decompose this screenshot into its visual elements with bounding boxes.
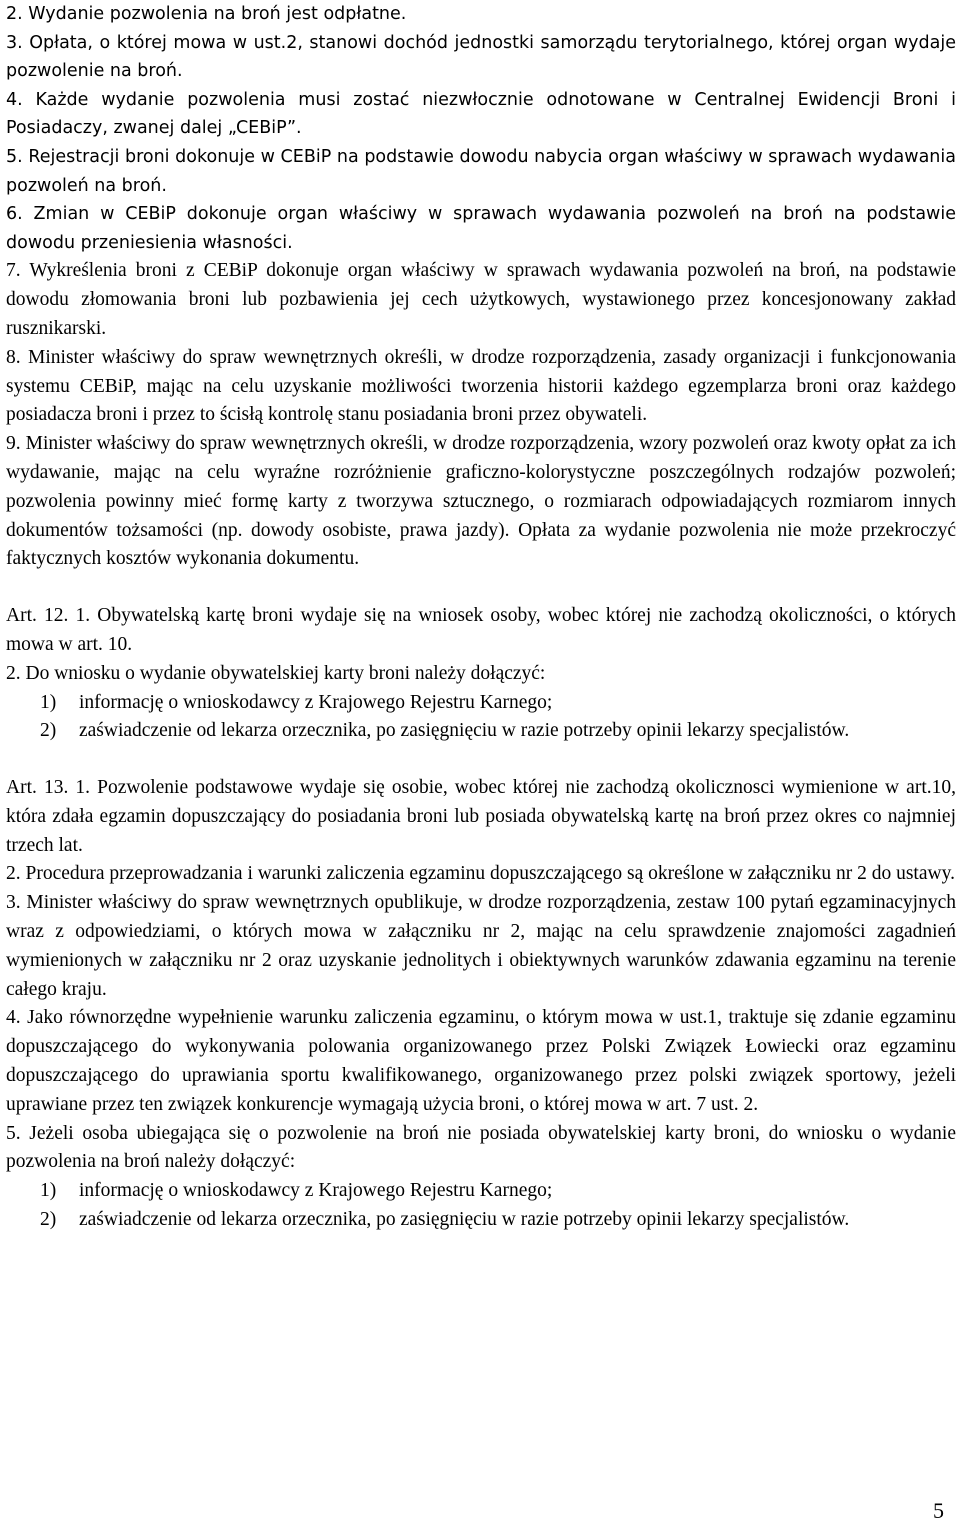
paragraph-8: 8. Minister właściwy do spraw wewnętrznych określi, w drodze rozporządzenia, zasady organizacji i funkcjonowania systemu CEBiP, mając na celu uzyskanie możliwości tworzenia historii każdego egzemplarza broni oraz każdego posiadacza broni i przez to ścisłą kontrolę stanu posiadania broni przez obywateli. — [6, 346, 956, 426]
art12-paragraph-2: 2. Do wniosku o wydanie obywatelskiej karty broni należy dołączyć: — [6, 662, 546, 684]
list-text: informację o wnioskodawcy z Krajowego Rejestru Karnego; — [79, 691, 553, 713]
art12-paragraph-1: Art. 12. 1. Obywatelską kartę broni wydaje się na wniosek osoby, wobec której nie zachodzą okoliczności, o których mowa w art. 10. — [6, 605, 956, 655]
page-number: 5 — [933, 1498, 944, 1523]
list-number: 2) — [40, 1209, 57, 1231]
paragraph-9: 9. Minister właściwy do spraw wewnętrznych określi, w drodze rozporządzenia, wzory pozwoleń oraz kwoty opłat za ich wydawanie, mając na celu wyraźne rozróżnienie graficzno-kolorystyczne poszczególnych rodzajów pozwoleń; pozwolenia powinny mieć formę karty z tworzywa sztucznego, o rozmiarach odpowiadających rozmiarom innych dokumentów tożsamości (np. dowody osobiste, prawa jazdy). Opłata za wydanie pozwolenia nie może przekroczyć faktycznych kosztów wykonania dokumentu. — [6, 433, 956, 570]
paragraph-2: 2. Wydanie pozwolenia na broń jest odpłatne. — [6, 4, 407, 24]
art13-paragraph-5: 5. Jeżeli osoba ubiegająca się o pozwolenie na broń nie posiada obywatelskiej karty broni, do wniosku o wydanie pozwolenia na broń należy dołączyć: — [6, 1122, 956, 1173]
list-text: zaświadczenie od lekarza orzecznika, po zasięgnięciu w razie potrzeby opinii lekarzy specjalistów. — [79, 1209, 850, 1231]
paragraph-3: 3. Opłata, o której mowa w ust.2, stanowi dochód jednostki samorządu terytorialnego, której organ wydaje pozwolenie na broń. — [6, 32, 956, 82]
list-text: zaświadczenie od lekarza orzecznika, po zasięgnięciu w razie potrzeby opinii lekarzy specjalistów. — [79, 720, 850, 742]
paragraph-7: 7. Wykreślenia broni z CEBiP dokonuje organ właściwy w sprawach wydawania pozwoleń na broń, na podstawie dowodu złomowania broni lub pozbawienia jej cech użytkowych, wystawionego przez koncesjonowany zakład rusznikarski. — [6, 260, 956, 339]
document-page — [6, 0, 956, 1235]
art13-list-item-1 — [6, 1177, 956, 1206]
list-number: 1) — [40, 691, 57, 713]
paragraph-6: 6. Zmian w CEBiP dokonuje organ właściwy w sprawach wydawania pozwoleń na broń na podstawie dowodu przeniesienia własności. — [6, 204, 956, 253]
list-number: 1) — [40, 1180, 57, 1202]
paragraph-5: 5. Rejestracji broni dokonuje w CEBiP na podstawie dowodu nabycia organ właściwy w sprawach wydawania pozwoleń na broń. — [6, 146, 956, 196]
art12-list-item-1 — [6, 689, 956, 718]
spacer — [6, 746, 956, 774]
art13-paragraph-1: Art. 13. 1. Pozwolenie podstawowe wydaje się osobie, wobec której nie zachodzą okolicznosci wymienione w art.10, która zdała egzamin dopuszczający do posiadania broni lub posiada obywatelską kartę na broń przez okres co najmniej trzech lat. — [6, 777, 956, 856]
spacer — [6, 574, 956, 602]
paragraph-4: 4. Każde wydanie pozwolenia musi zostać niezwłocznie odnotowane w Centralnej Ewidencji Broni i Posiadaczy, zwanej dalej „CEBiP”. — [6, 89, 956, 139]
art13-paragraph-4: 4. Jako równorzędne wypełnienie warunku zaliczenia egzaminu, o którym mowa w ust.1, traktuje się zdanie egzaminu dopuszczającego do wykonywania polowania organizowanego przez Polski Związek Łowiecki oraz egzaminu dopuszczającego do uprawiania sportu kwalifikowanego, organizowanego przez polski związek sportowy, jeżeli uprawiane przez ten związek konkurencje wymagają użycia broni, o której mowa w art. 7 ust. 2. — [6, 1007, 956, 1115]
art13-paragraph-2: 2. Procedura przeprowadzania i warunki zaliczenia egzaminu dopuszczającego są określone w załączniku nr 2 do ustawy. — [6, 863, 955, 885]
list-number: 2) — [40, 720, 57, 742]
art13-paragraph-3: 3. Minister właściwy do spraw wewnętrznych opublikuje, w drodze rozporządzenia, zestaw 100 pytań egzaminacyjnych wraz z odpowiedziami, o których mowa w załączniku nr 2, mając na celu sprawdzenie znajomości zagadnień wymienionych w załączniku nr 2 oraz uzyskanie jednolitych i obiektywnych warunków zdawania egzaminu na terenie całego kraju. — [6, 892, 956, 1000]
art13-list-item-2 — [6, 1206, 956, 1235]
list-text: informację o wnioskodawcy z Krajowego Rejestru Karnego; — [79, 1180, 553, 1202]
art12-list-item-2 — [6, 717, 956, 746]
